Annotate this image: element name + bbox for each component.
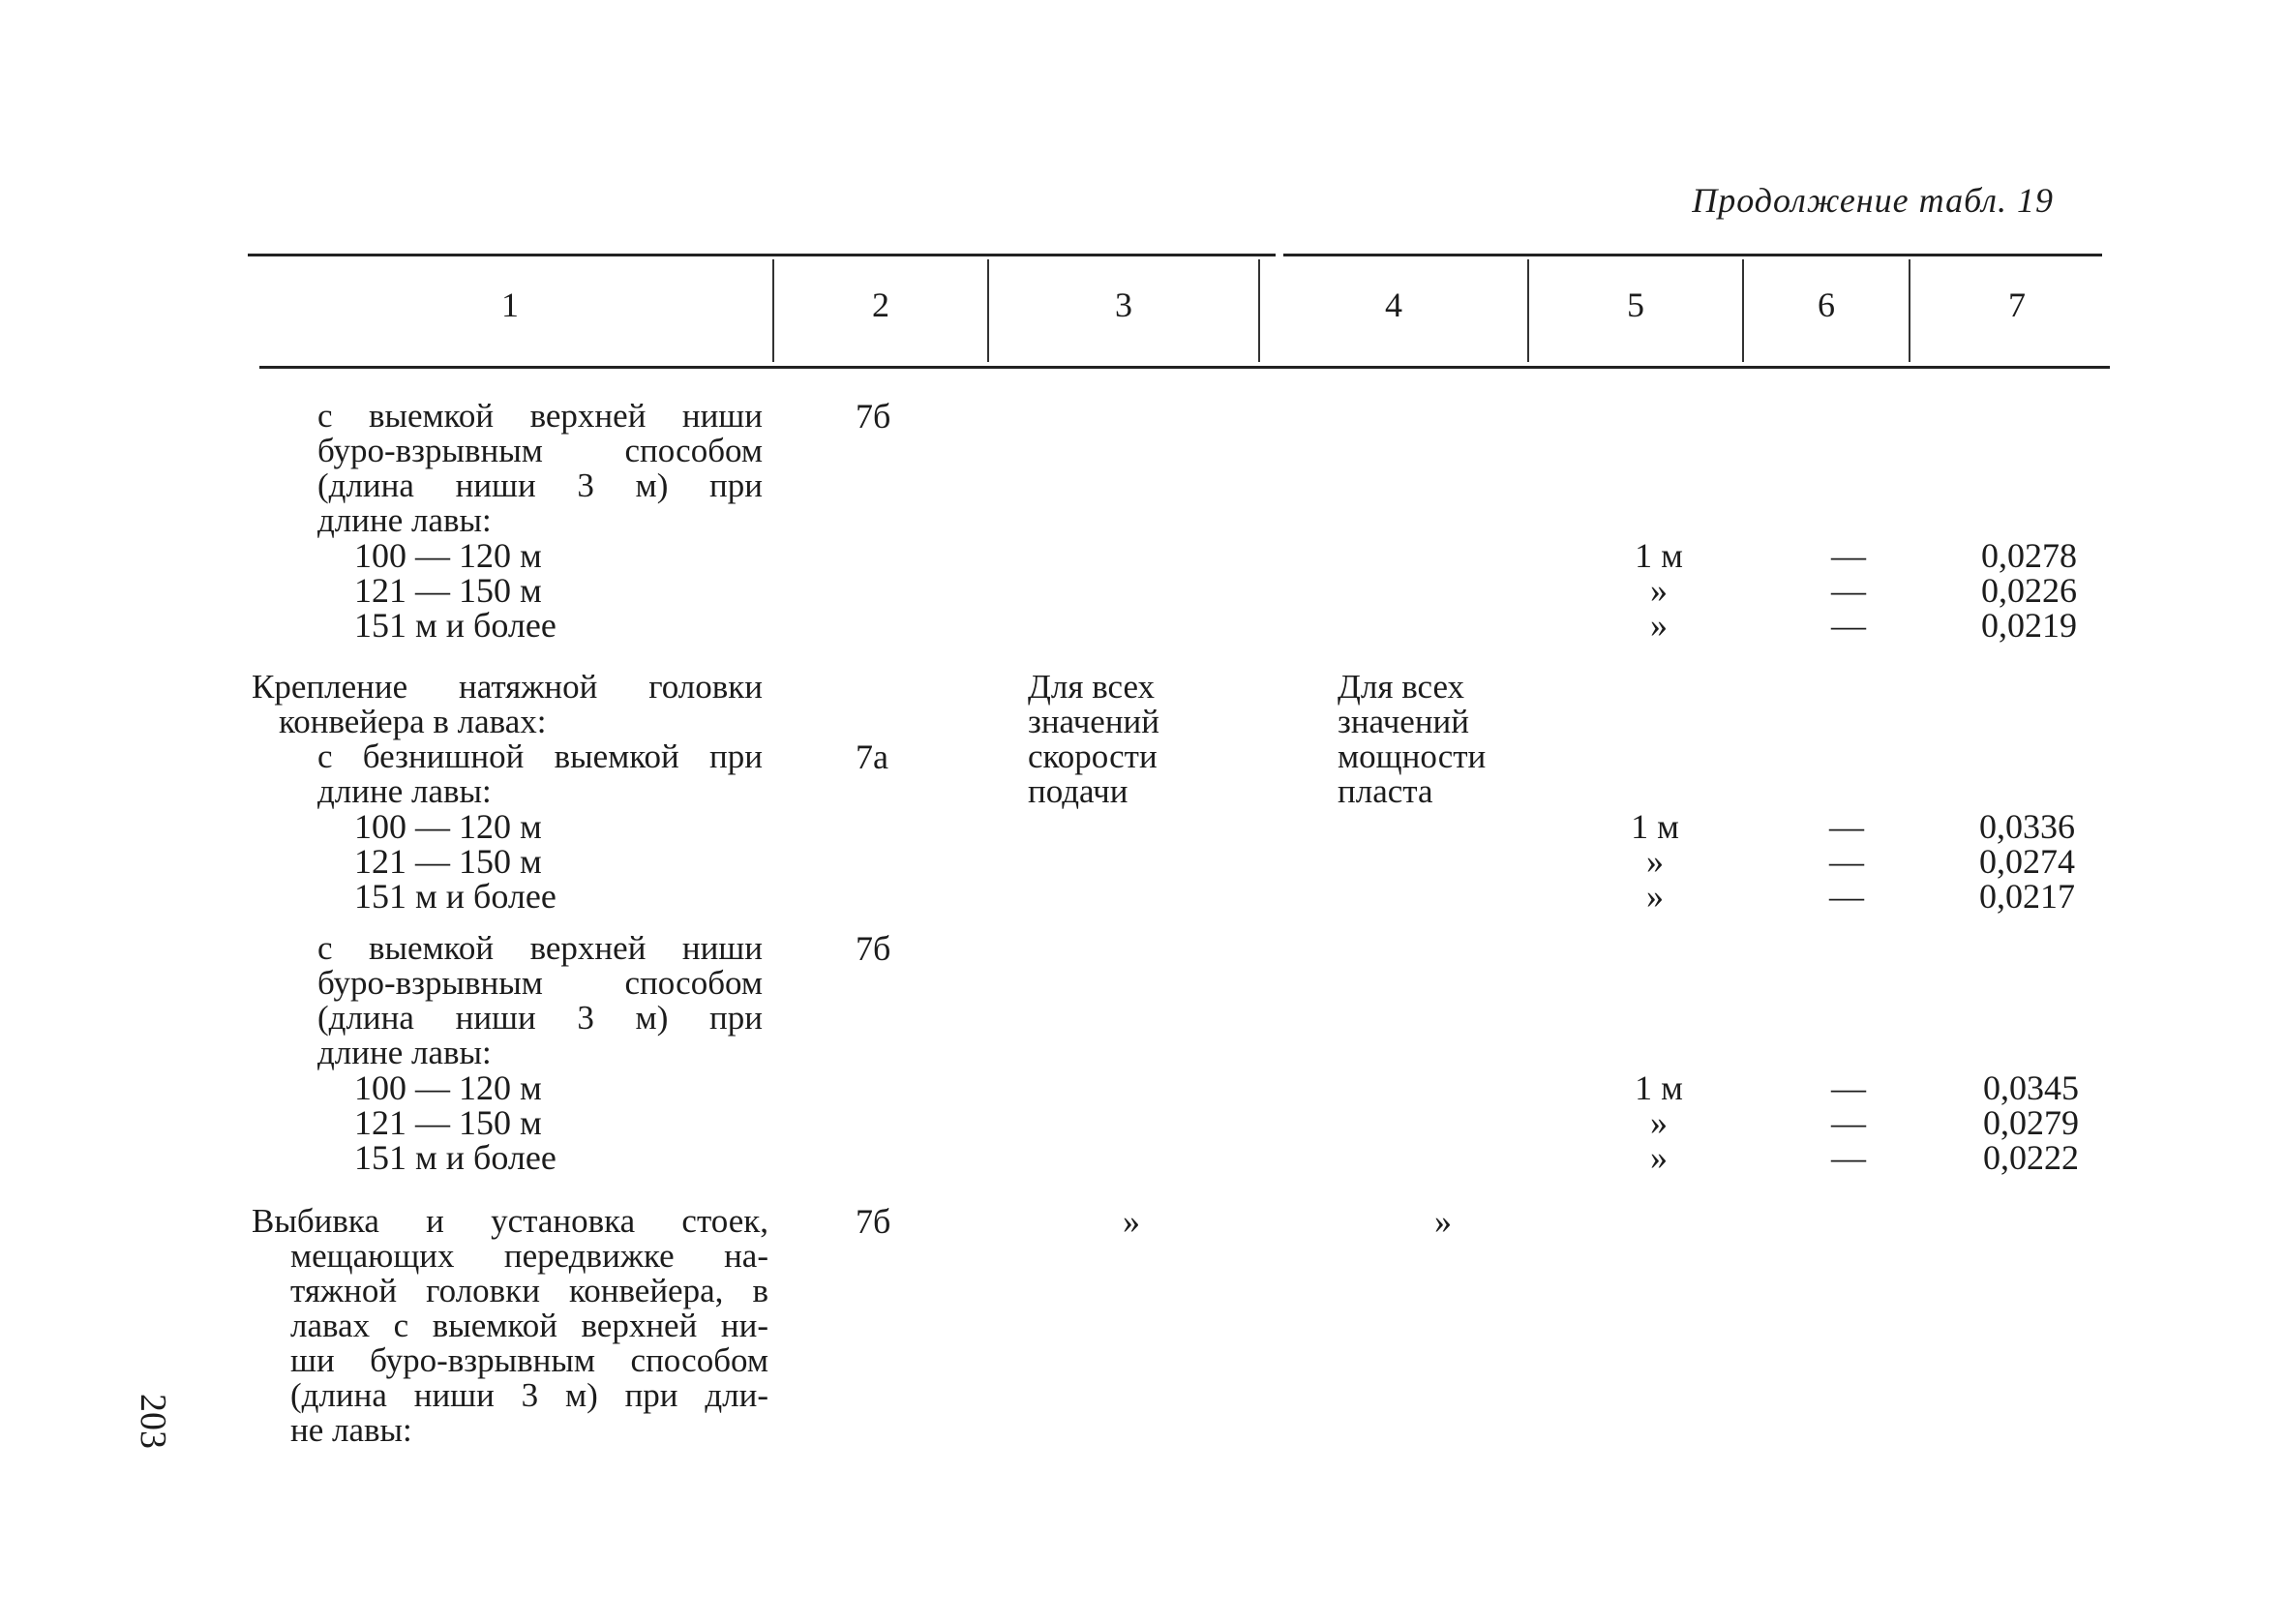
row4-line: лавах с выемкой верхней ни-	[290, 1307, 768, 1344]
row2-col3-line: Для всех	[1028, 668, 1156, 706]
row4-col4-ditto: »	[1434, 1202, 1452, 1241]
row2-item-label: 151 м и более	[354, 877, 556, 916]
row4-line: мещающих передвижке на-	[290, 1237, 768, 1275]
row2-col4-line: пласта	[1338, 772, 1433, 810]
column-header-1: 1	[501, 286, 519, 324]
row1-item-value: 0,0278	[1981, 536, 2077, 575]
row2-col3-note	[1028, 670, 1159, 809]
row2-heading-line: конвейера в лавах:	[279, 703, 547, 740]
row4-code: 7б	[856, 1202, 891, 1241]
row3-description	[317, 931, 763, 1070]
column-header-5: 5	[1627, 286, 1644, 324]
row4-description	[252, 1204, 768, 1448]
row3-item-value: 0,0222	[1983, 1138, 2079, 1177]
row3-line: с выемкой верхней ниши	[317, 929, 763, 967]
row2-col3-line: подачи	[1028, 772, 1128, 810]
row2-code: 7а	[856, 737, 888, 776]
table-caption: Продолжение табл. 19	[1692, 181, 2054, 220]
row4-line: ши буро-взрывным способом	[290, 1341, 768, 1379]
row1-item-unit: »	[1650, 606, 1668, 645]
row1-item-value: 0,0226	[1981, 571, 2077, 610]
row4-line: тяжной головки конвейера, в	[290, 1272, 768, 1309]
row2-item-dash: —	[1829, 877, 1864, 916]
row2-item-dash: —	[1829, 807, 1864, 846]
row1-item-label: 121 — 150 м	[354, 571, 542, 610]
row3-item-unit: »	[1650, 1103, 1668, 1142]
row3-item-unit: »	[1650, 1138, 1668, 1177]
row3-item-label: 121 — 150 м	[354, 1103, 542, 1142]
column-header-6: 6	[1818, 286, 1835, 324]
row1-line: длине лавы:	[317, 501, 492, 539]
row1-item-label: 100 — 120 м	[354, 536, 542, 575]
header-top-rule-right	[1283, 254, 2102, 256]
row2-heading	[252, 670, 763, 739]
row3-item-dash: —	[1831, 1068, 1866, 1107]
row4-col3-ditto: »	[1123, 1202, 1140, 1241]
row3-item-label: 100 — 120 м	[354, 1068, 542, 1107]
row2-line: с безнишной выемкой при	[317, 737, 763, 775]
row2-item-value: 0,0217	[1979, 877, 2075, 916]
row4-line: Выбивка и установка стоек,	[252, 1202, 768, 1240]
row1-item-dash: —	[1831, 606, 1866, 645]
header-top-rule-left	[248, 254, 1276, 256]
row3-item-dash: —	[1831, 1103, 1866, 1142]
row2-item-value: 0,0274	[1979, 842, 2075, 881]
header-bottom-rule	[259, 366, 2110, 369]
row2-col4-note	[1338, 670, 1486, 809]
row3-code: 7б	[856, 929, 891, 968]
row2-col3-line: значений	[1028, 703, 1160, 740]
row2-col4-line: Для всех	[1338, 668, 1465, 706]
row1-item-unit: »	[1650, 571, 1668, 610]
row3-line: (длина ниши 3 м) при	[317, 999, 763, 1037]
row1-item-label: 151 м и более	[354, 606, 556, 645]
row3-item-value: 0,0279	[1983, 1103, 2079, 1142]
row2-item-unit: »	[1646, 877, 1664, 916]
row3-line: буро-взрывным способом	[317, 964, 763, 1002]
row1-line: (длина ниши 3 м) при	[317, 466, 763, 504]
row1-description	[317, 399, 763, 538]
row3-item-value: 0,0345	[1983, 1068, 2079, 1107]
row3-item-dash: —	[1831, 1138, 1866, 1177]
row2-col4-line: значений	[1338, 703, 1470, 740]
row2-col3-line: скорости	[1028, 737, 1158, 775]
page-number: 203	[133, 1394, 173, 1449]
row2-col4-line: мощности	[1338, 737, 1487, 775]
column-header-2: 2	[872, 286, 889, 324]
row1-code: 7б	[856, 397, 891, 436]
row1-line: с выемкой верхней ниши	[317, 397, 763, 435]
row4-line: (длина ниши 3 м) при дли-	[290, 1376, 768, 1414]
row3-line: длине лавы:	[317, 1034, 492, 1071]
column-header-3: 3	[1115, 286, 1132, 324]
row2-description	[317, 739, 763, 809]
row1-item-dash: —	[1831, 536, 1866, 575]
column-header-7: 7	[2008, 286, 2026, 324]
row2-item-dash: —	[1829, 842, 1864, 881]
row1-line: буро-взрывным способом	[317, 432, 763, 469]
row2-item-label: 121 — 150 м	[354, 842, 542, 881]
row2-item-value: 0,0336	[1979, 807, 2075, 846]
row2-item-unit: 1 м	[1631, 807, 1679, 846]
row2-item-label: 100 — 120 м	[354, 807, 542, 846]
row2-item-unit: »	[1646, 842, 1664, 881]
row4-line: не лавы:	[290, 1411, 412, 1449]
row3-item-label: 151 м и более	[354, 1138, 556, 1177]
row1-item-unit: 1 м	[1635, 536, 1683, 575]
row1-item-value: 0,0219	[1981, 606, 2077, 645]
row2-heading-line: Крепление натяжной головки	[252, 668, 763, 706]
row3-item-unit: 1 м	[1635, 1068, 1683, 1107]
row2-line: длине лавы:	[317, 772, 492, 810]
row1-item-dash: —	[1831, 571, 1866, 610]
column-header-4: 4	[1385, 286, 1402, 324]
